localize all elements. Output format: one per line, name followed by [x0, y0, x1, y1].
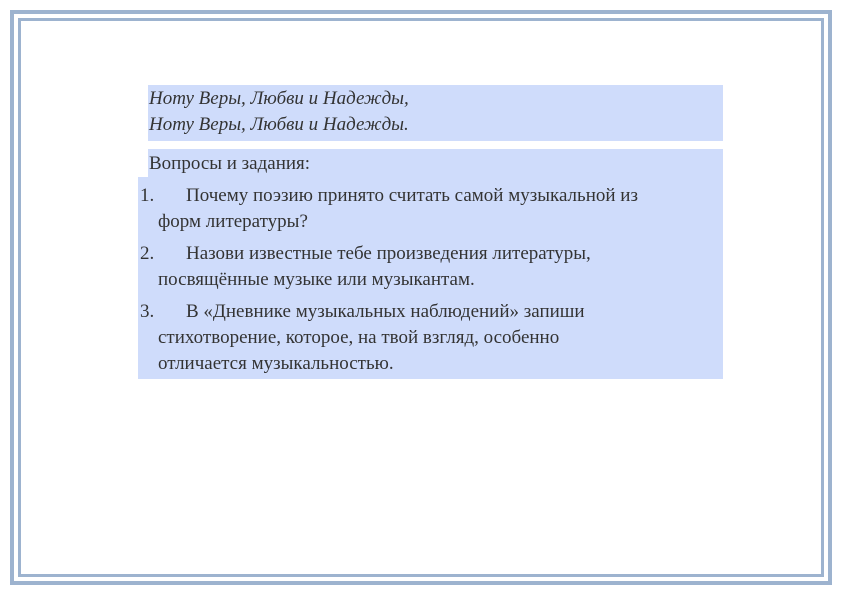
question-line: отличается музыкальностью.	[158, 353, 394, 374]
question-number: 1.	[140, 185, 155, 206]
question-line: Назови известные тебе произведения литературы,	[186, 243, 591, 264]
question-line: стихотворение, которое, на твой взгляд, особенно	[158, 327, 560, 348]
poem-line: Ноту Веры, Любви и Надежды.	[149, 114, 409, 135]
question-line: посвящённые музыке или музыкантам.	[158, 269, 475, 290]
question-number: 3.	[140, 301, 155, 322]
question-line: Почему поэзию принято считать самой музыкальной из	[186, 185, 638, 206]
question-line: форм литературы?	[158, 211, 308, 232]
question-number: 2.	[140, 243, 155, 264]
poem-line: Ноту Веры, Любви и Надежды,	[149, 88, 409, 109]
questions-heading: Вопросы и задания:	[149, 153, 311, 174]
question-line: В «Дневнике музыкальных наблюдений» запиши	[186, 301, 585, 322]
